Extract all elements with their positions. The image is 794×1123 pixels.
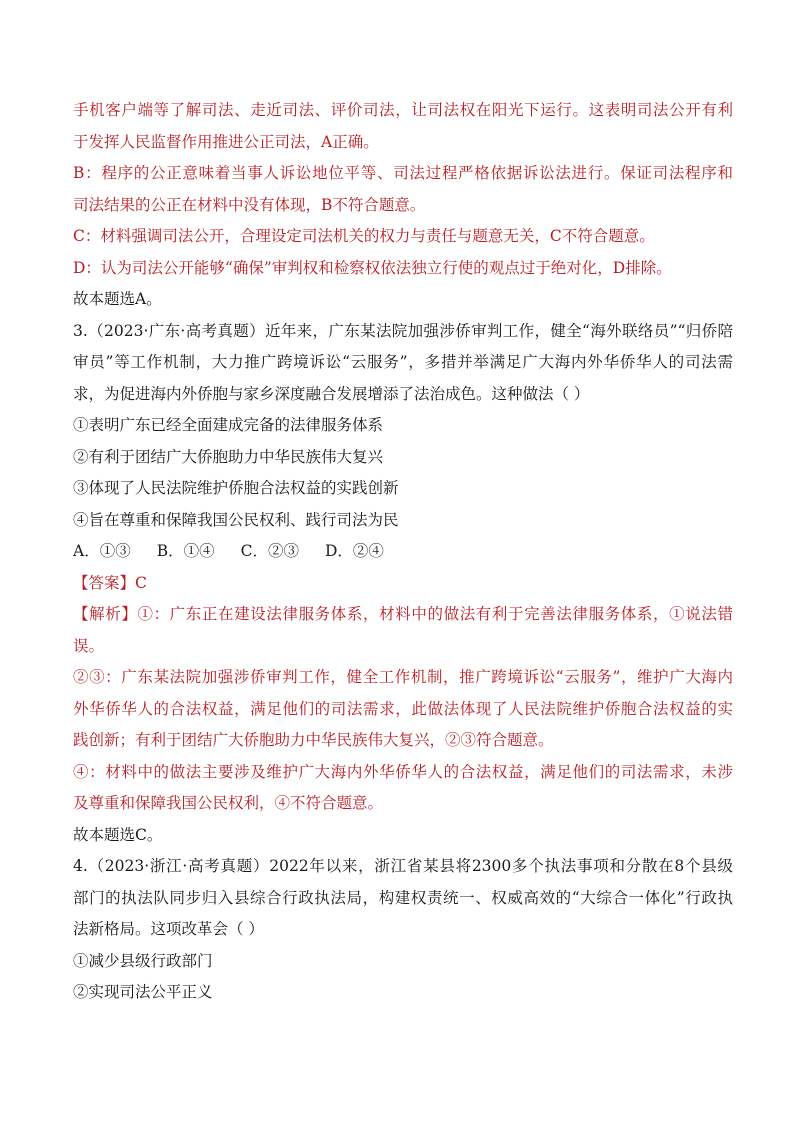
q3-item-3: ③体现了人民法院维护侨胞合法权益的实践创新 bbox=[73, 479, 399, 497]
q4-item-1: ①减少县级行政部门 bbox=[73, 951, 213, 970]
q3-stem-line1: 3.（2023·广东·高考真题）近年来，广东某法院加强涉侨审判工作，健全“海外联络员”“归侨陪 bbox=[73, 321, 733, 340]
q3-analysis-23-line1: ②③：广东某法院加强涉侨审判工作，健全工作机制，推广跨境诉讼“云服务”，维护广大海内 bbox=[73, 668, 733, 686]
q3-answer bbox=[73, 568, 733, 600]
q3-option-a: A．①③ bbox=[73, 542, 131, 560]
q4-item-2: ②实现司法公平正义 bbox=[73, 983, 213, 1001]
q3-option-d: D．②④ bbox=[324, 542, 384, 560]
q3-option-b: B．①④ bbox=[156, 542, 215, 560]
q3-analysis-23-line2: 外华侨华人的合法权益，满足他们的司法需求，此做法体现了人民法院维护侨胞合法权益的实 bbox=[73, 699, 733, 718]
q2-analysis-a-line2: 于发挥人民监督作用推进公正司法，A正确。 bbox=[73, 132, 379, 151]
q3-options bbox=[73, 536, 733, 568]
q3-stem-line2: 审员”等工作机制，大力推广跨境诉讼“云服务”，多措并举满足广大海内外华侨华人的司法需 bbox=[73, 353, 733, 371]
q4-stem-line1: 4.（2023·浙江·高考真题）2022年以来，浙江省某县将2300多个执法事项和分散在8个县级 bbox=[73, 857, 733, 875]
q3-analysis-1-line1 bbox=[73, 599, 733, 631]
q3-stem-line3: 求，为促进海内外侨胞与家乡深度融合发展增添了法治成色。这种做法（ ） bbox=[73, 384, 590, 403]
q2-analysis-d-line: D：认为司法公开能够“确保”审判权和检察权依法独立行使的观点过于绝对化，D排除。 bbox=[73, 258, 672, 277]
q4-stem-line3: 法新格局。这项改革会（ ） bbox=[73, 920, 264, 938]
q2-analysis-a-line1: 手机客户端等了解司法、走近司法、评价司法，让司法权在阳光下运行。这表明司法公开有利 bbox=[73, 101, 733, 119]
q3-item-2: ②有利于团结广大侨胞助力中华民族伟大复兴 bbox=[73, 447, 384, 466]
analysis-label: 【解析】 bbox=[73, 605, 138, 623]
document-page bbox=[73, 95, 733, 1009]
answer-value: C bbox=[135, 573, 147, 592]
q3-conclusion: 故本题选C。 bbox=[73, 825, 163, 844]
q3-analysis-4-line2: 及尊重和保障我国公民权利，④不符合题意。 bbox=[73, 794, 384, 812]
analysis-1-text: ①：广东正在建设法律服务体系，材料中的做法有利于完善法律服务体系，①说法错 bbox=[137, 605, 733, 623]
q2-conclusion: 故本题选A。 bbox=[73, 290, 162, 308]
q3-analysis-23-line3: 践创新；有利于团结广大侨胞助力中华民族伟大复兴，②③符合题意。 bbox=[73, 731, 554, 749]
q2-analysis-b-line2: 司法结果的公正在材料中没有体现，B不符合题意。 bbox=[73, 195, 426, 214]
q2-analysis-b-line1: B：程序的公正意味着当事人诉讼地位平等、司法过程严格依据诉讼法进行。保证司法程序和 bbox=[73, 164, 733, 182]
q3-item-1: ①表明广东已经全面建成完备的法律服务体系 bbox=[73, 416, 384, 434]
q3-analysis-4-line1: ④：材料中的做法主要涉及维护广大海内外华侨华人的合法权益，满足他们的司法需求，未涉 bbox=[73, 762, 733, 781]
q2-analysis-c-line: C：材料强调司法公开，合理设定司法机关的权力与责任与题意无关，C不符合题意。 bbox=[73, 227, 655, 245]
q3-item-4: ④旨在尊重和保障我国公民权利、践行司法为民 bbox=[73, 510, 399, 529]
q3-analysis-1-line2: 误。 bbox=[73, 636, 105, 655]
answer-label: 【答案】 bbox=[73, 573, 136, 592]
q3-option-c: C．②③ bbox=[240, 542, 299, 560]
q4-stem-line2: 部门的执法队同步归入县综合行政执法局，构建权责统一、权威高效的“大综合一体化”行政执 bbox=[73, 888, 733, 907]
